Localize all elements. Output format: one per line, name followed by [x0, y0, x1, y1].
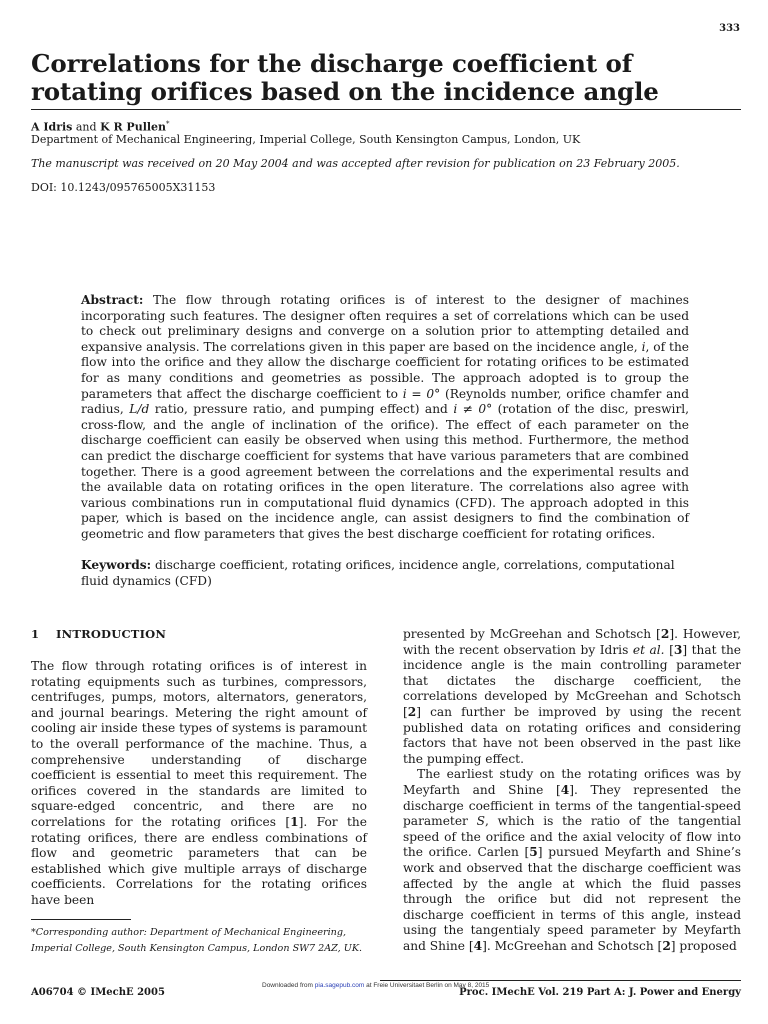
citation-4[interactable]: 4: [473, 938, 483, 953]
section-heading: [31, 627, 166, 641]
right-text-a2: ]. However, with the recent observation by Idris: [403, 627, 741, 657]
paragraph: [403, 627, 741, 767]
footer-journal: Proc. IMechE Vol. 219 Part A: J. Power and Energy: [459, 987, 741, 998]
et-al: et al.: [632, 642, 665, 657]
citation-1[interactable]: 1: [290, 814, 299, 829]
footer-copyright: A06704 © IMechE 2005: [31, 987, 165, 998]
right-text-a3: [: [664, 642, 674, 657]
citation-5[interactable]: 5: [529, 845, 538, 860]
citation-2[interactable]: 2: [660, 627, 670, 641]
keywords: [81, 558, 689, 589]
footnote-rule: [31, 919, 131, 920]
right-column: [403, 627, 741, 954]
right-text-b4: ] pursued Meyfarth and Shine’s work and observed that the discharge coefficient was affected by the angle at which the fluid passes through the orifice but did not represent the discharge coefficient in terms of this angle, instead using the tangentialy speed parameter by Meyfarth and Shine [: [403, 845, 741, 953]
download-notice: [262, 982, 489, 989]
abstract-var-ld: L/d: [129, 402, 150, 417]
paragraph: [31, 659, 367, 909]
abstract-text-4: ratio, pressure ratio, and pumping effect) and: [154, 402, 448, 417]
citation-2[interactable]: 2: [407, 704, 417, 719]
abstract-text-3: (Reynolds number, orifice chamfer and radius,: [81, 386, 690, 417]
keywords-text: discharge coefficient, rotating orifices, incidence angle, correlations, computational fluid dynamics (CFD): [81, 558, 675, 588]
right-text-b1: The earliest study on the rotating orifices was by Meyfarth and Shine [: [403, 767, 741, 797]
right-text-b5: ]. McGreehan and Schotsch [: [482, 938, 663, 953]
affiliation: Department of Mechanical Engineering, Imperial College, South Kensington Campus, London, UK: [31, 133, 581, 146]
footer-rule: [380, 980, 741, 981]
right-text-b2: ]. They represented the discharge coefficient in terms of the tangential-speed parameter: [403, 782, 741, 829]
abstract-eq-i-nonzero: i ≠ 0°: [453, 402, 493, 417]
left-column: [31, 659, 367, 909]
abstract-var-i: i: [641, 339, 646, 354]
abstract-eq-i-zero: i = 0°: [402, 386, 441, 401]
abstract-text-2: , of the flow into the orifice and they allow the discharge coefficient for rotating orifices to be estimated for as many conditions and geometries as possible. The approach adopted is to group the parameters that affect the discharge coefficient to: [81, 339, 690, 401]
left-text-1: The flow through rotating orifices is of interest in rotating equipments such as turbines, compressors, centrifuges, pumps, motors, alternators, generators, and journal bearings. Metering the right amount of cooling air inside these types of systems is paramount to the overall performance of the machine. Thus, a comprehensive understanding of discharge coefficient is essential to meet this requirement. The orifices covered in the standards are limited to square-edged concentric, and there are no correlations for the rotating orifices [: [31, 659, 367, 829]
left-text-2: ]. For the rotating orifices, there are endless combinations of flow and geometric parameters that can be established which give multiple arrays of discharge coefficients. Correlations for the rotating orifices have been: [31, 814, 367, 907]
received-dates: The manuscript was received on 20 May 2004 and was accepted after revision for publication on 23 February 2005.: [31, 157, 680, 170]
right-text-a4: ] that the incidence angle is the main controlling parameter that dictates the discharge coefficient, the correlations developed by McGreehan and Schotsch [: [403, 642, 742, 719]
citation-2[interactable]: 2: [662, 938, 671, 953]
author-2: K R Pullen: [100, 120, 167, 134]
section-title: INTRODUCTION: [56, 627, 167, 641]
page-number: 333: [719, 23, 740, 34]
download-pre: Downloaded from: [262, 982, 313, 989]
footnote: *Corresponding author: Department of Mechanical Engineering, Imperial College, South Kensington Campus, London SW7 2AZ, UK.: [31, 927, 363, 954]
doi[interactable]: DOI: 10.1243/095765005X31153: [31, 181, 216, 194]
var-s: S: [476, 814, 485, 829]
paragraph: [403, 767, 741, 954]
section-number: 1: [31, 627, 40, 641]
abstract: [81, 293, 689, 543]
keywords-label: Keywords:: [81, 558, 152, 572]
corresponding-marker: *: [166, 120, 170, 128]
authors: [31, 117, 170, 135]
right-text-a5: ] can further be improved by using the recent published data on rotating orifices and considering factors that have not been observed in the past like the pumping effect.: [403, 704, 741, 766]
right-text-b6: ] proposed: [670, 938, 737, 953]
download-post: at Freie Universitaet Berlin on May 8, 2015: [366, 982, 490, 989]
title-rule: [31, 109, 741, 110]
abstract-text-1: The flow through rotating orifices is of interest to the designer of machines incorporating such features. The designer often requires a set of correlations which can be used to check out preliminary designs and converge on a solution prior to attempting detailed and expansive analysis. The correlations given in this paper are based on the incidence angle,: [81, 293, 690, 354]
right-text-b3: , which is the ratio of the tangential speed of the orifice and the axial velocity of flow into the orifice. Carlen [: [403, 814, 741, 860]
abstract-text-5: (rotation of the disc, preswirl, cross-flow, and the angle of inclination of the orifice). The effect of each parameter on the discharge coefficient can easily be observed when using this method. Furthermore, the method can predict the discharge coefficient for systems that have various parameters that are combined together. There is a good agreement between the correlations and the experimental results and the available data on rotating orifices in the open literature. The correlations also agree with various combinations run in computational fluid dynamics (CFD). The approach adopted in this paper, which is based on the incidence angle, can assist designers to find the combination of geometric and flow parameters that gives the best discharge coefficient for rotating orifices.: [81, 402, 690, 541]
abstract-label: Abstract:: [81, 293, 144, 307]
right-text-a1: presented by McGreehan and Schotsch [: [403, 627, 661, 641]
paper-title: Correlations for the discharge coefficient of rotating orifices based on the incidence angle: [31, 49, 659, 106]
download-link[interactable]: pia.sagepub.com: [314, 982, 365, 989]
citation-4[interactable]: 4: [560, 782, 570, 797]
author-conjunction: and: [75, 120, 97, 134]
author-1: A Idris: [31, 120, 73, 134]
citation-3[interactable]: 3: [673, 642, 683, 657]
